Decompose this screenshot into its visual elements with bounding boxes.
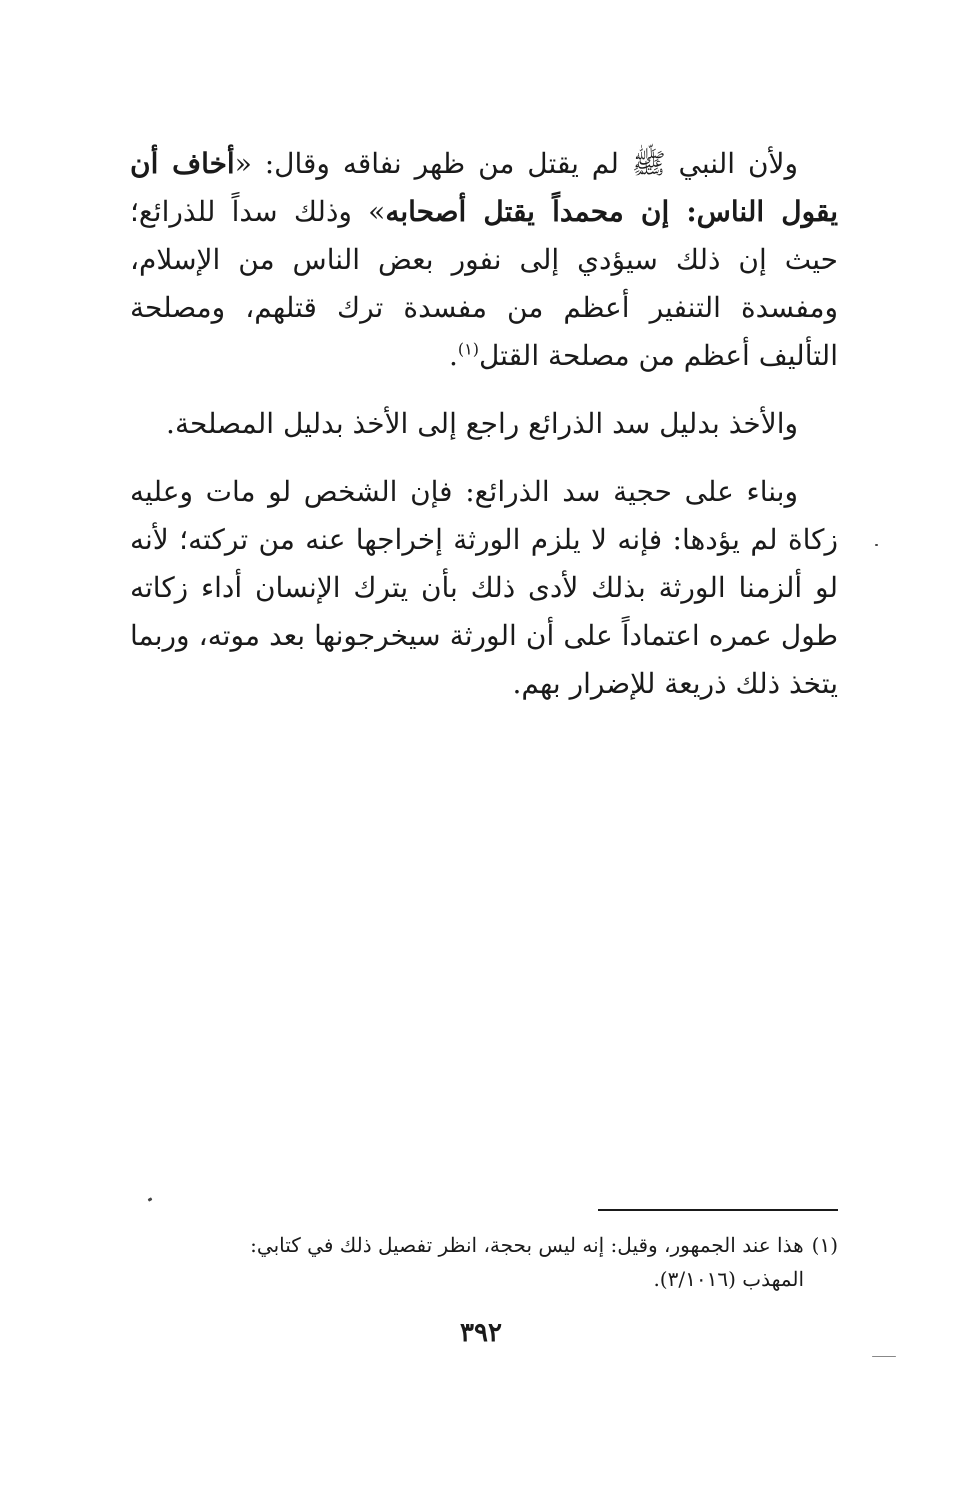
- paragraph-1-body: » وذلك سداً للذرائع؛ حيث إن ذلك سيؤدي إلى نفور بعض الناس من الإسلام، ومفسدة التنفير أعظم من مفسدة ترك قتلهم، ومصلحة التأليف أعظم من مصلحة القتل: [130, 195, 838, 372]
- paragraph-1-end: .: [448, 339, 458, 372]
- scan-speck: [875, 544, 878, 546]
- footnote: [130, 1228, 838, 1296]
- footnote-reference[interactable]: (١): [457, 339, 479, 359]
- footnote-divider: [598, 1209, 838, 1211]
- footnote-line-1: هذا عند الجمهور، وقيل: إنه ليس بحجة، انظر تفصيل ذلك في كتابي:: [250, 1233, 804, 1257]
- scan-speck: [872, 1356, 896, 1357]
- scan-speck: [148, 1197, 153, 1202]
- footnote-line-2: المهذب (٣/١٠١٦).: [653, 1267, 804, 1291]
- paragraph-1: [130, 140, 838, 380]
- hadith-quote: أخاف أن يقول الناس: إن محمداً يقتل أصحابه: [130, 147, 838, 228]
- paragraph-1-lead: ولأن النبي ﷺ لم يقتل من ظهر نفاقه وقال: «: [234, 147, 798, 180]
- main-text: [130, 140, 838, 728]
- paragraph-2: والأخذ بدليل سد الذرائع راجع إلى الأخذ بدليل المصلحة.: [166, 407, 798, 440]
- page-number: ٣٩٢: [460, 1318, 502, 1348]
- paragraph-3: وبناء على حجية سد الذرائع: فإن الشخص لو مات وعليه زكاة لم يؤدها: فإنه لا يلزم الورثة إخراجها عنه من تركته؛ لأنه لو ألزمنا الورثة بذلك لأدى ذلك بأن يترك الإنسان أداء زكاته طول عمره اعتماداً على أن الورثة سيخرجونها بعد موته، وربما يتخذ ذلك ذريعة للإضرار بهم.: [130, 475, 838, 700]
- footnote-number: (١): [811, 1233, 838, 1257]
